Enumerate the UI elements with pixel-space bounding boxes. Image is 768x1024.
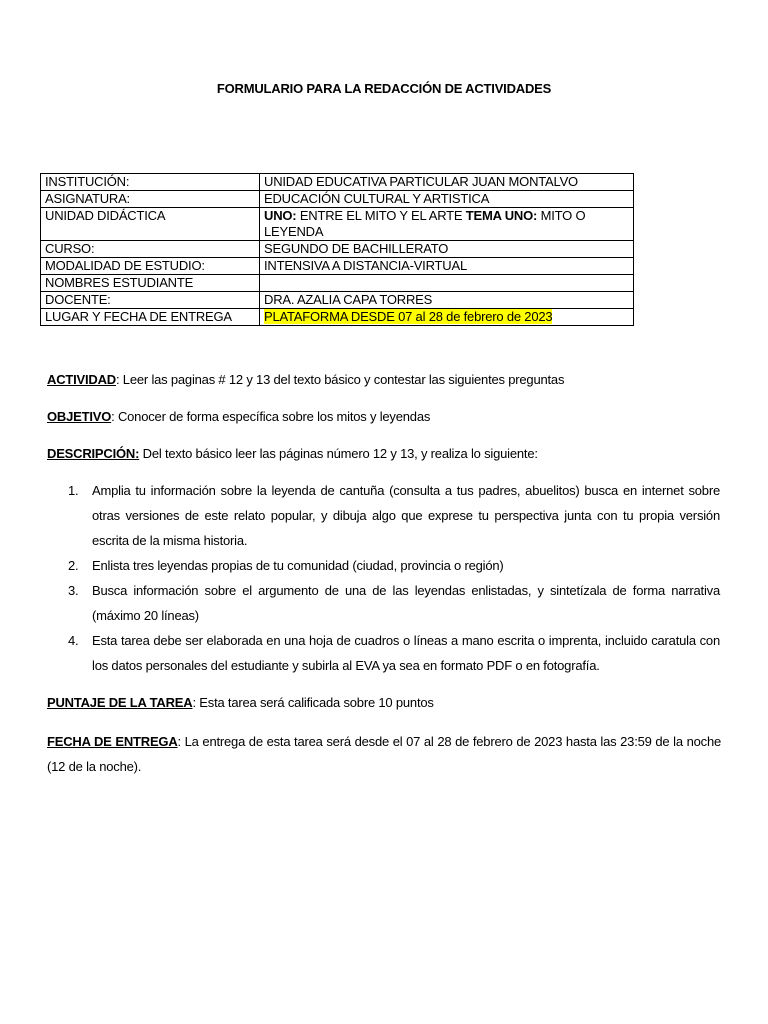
list-item [68, 553, 720, 578]
objetivo-label: OBJETIVO [47, 409, 112, 424]
fecha-label: FECHA DE ENTREGA [47, 734, 178, 749]
objetivo-paragraph [47, 404, 721, 429]
list-item [68, 478, 720, 553]
table-row [41, 191, 634, 208]
table-row [41, 258, 634, 275]
fecha-paragraph [47, 729, 721, 779]
descripcion-paragraph [47, 441, 721, 466]
puntaje-label: PUNTAJE DE LA TAREA [47, 695, 193, 710]
actividad-text: : Leer las paginas # 12 y 13 del texto básico y contestar las siguientes preguntas [115, 372, 565, 387]
actividad-label: ACTIVIDAD [47, 372, 116, 387]
list-item [68, 628, 720, 678]
unidad-tema-prefix: TEMA UNO: [465, 208, 538, 223]
unidad-label: UNIDAD DIDÁCTICA [41, 208, 260, 241]
list-item [68, 578, 720, 628]
institucion-label: INSTITUCIÓN: [41, 174, 260, 191]
puntaje-text: : Esta tarea será calificada sobre 10 puntos [192, 695, 434, 710]
nombres-label: NOMBRES ESTUDIANTE [41, 275, 260, 292]
objetivo-text: : Conocer de forma específica sobre los mitos y leyendas [111, 409, 431, 424]
table-row [41, 174, 634, 191]
unidad-prefix: UNO: [264, 208, 297, 223]
list-item-number: 3. [68, 583, 79, 598]
list-item-text: Esta tarea debe ser elaborada en una hoja de cuadros o líneas a mano escrita o imprenta, incluido caratula con los datos personales del estudiante y subirla al EVA ya sea en formato PDF o en fotografía. [92, 633, 720, 673]
task-list [68, 478, 720, 678]
list-item-number: 4. [68, 633, 79, 648]
lugar-label: LUGAR Y FECHA DE ENTREGA [41, 309, 260, 326]
list-item-text: Amplia tu información sobre la leyenda de cantuña (consulta a tus padres, abuelitos) busca en internet sobre otras versiones de este relato popular, y dibuja algo que exprese tu perspectiva junta con tu propia versión escrita de la misma historia. [92, 483, 720, 548]
lugar-value: PLATAFORMA DESDE 07 al 28 de febrero de 2023 [264, 309, 553, 324]
institucion-value: UNIDAD EDUCATIVA PARTICULAR JUAN MONTALVO [260, 174, 634, 191]
unidad-value [260, 208, 634, 241]
fecha-text: : La entrega de esta tarea será desde el 07 al 28 de febrero de 2023 hasta las 23:59 de la noche (12 de la noche). [47, 734, 721, 774]
actividad-paragraph [47, 367, 721, 392]
descripcion-text: Del texto básico leer las páginas número 12 y 13, y realiza lo siguiente: [139, 446, 538, 461]
asignatura-value: EDUCACIÓN CULTURAL Y ARTISTICA [260, 191, 634, 208]
list-item-text: Busca información sobre el argumento de una de las leyendas enlistadas, y sintetízala de forma narrativa (máximo 20 líneas) [92, 583, 720, 623]
docente-value: DRA. AZALIA CAPA TORRES [260, 292, 634, 309]
puntaje-paragraph [47, 690, 721, 715]
modalidad-label: MODALIDAD DE ESTUDIO: [41, 258, 260, 275]
list-item-number: 1. [68, 483, 79, 498]
table-row [41, 275, 634, 292]
info-table [40, 173, 634, 326]
asignatura-label: ASIGNATURA: [41, 191, 260, 208]
nombres-value [260, 275, 634, 292]
table-row [41, 208, 634, 241]
table-row [41, 292, 634, 309]
table-row [41, 309, 634, 326]
curso-label: CURSO: [41, 241, 260, 258]
lugar-cell [260, 309, 634, 326]
docente-label: DOCENTE: [41, 292, 260, 309]
list-item-text: Enlista tres leyendas propias de tu comunidad (ciudad, provincia o región) [92, 558, 504, 573]
curso-value: SEGUNDO DE BACHILLERATO [260, 241, 634, 258]
unidad-text: ENTRE EL MITO Y EL ARTE [296, 208, 466, 223]
document-title: FORMULARIO PARA LA REDACCIÓN DE ACTIVIDADES [216, 81, 552, 96]
descripcion-label: DESCRIPCIÓN: [47, 446, 140, 461]
table-row [41, 241, 634, 258]
modalidad-value: INTENSIVA A DISTANCIA-VIRTUAL [260, 258, 634, 275]
unidad-tema-text: MITO O LEYENDA [264, 208, 586, 239]
list-item-number: 2. [68, 558, 79, 573]
